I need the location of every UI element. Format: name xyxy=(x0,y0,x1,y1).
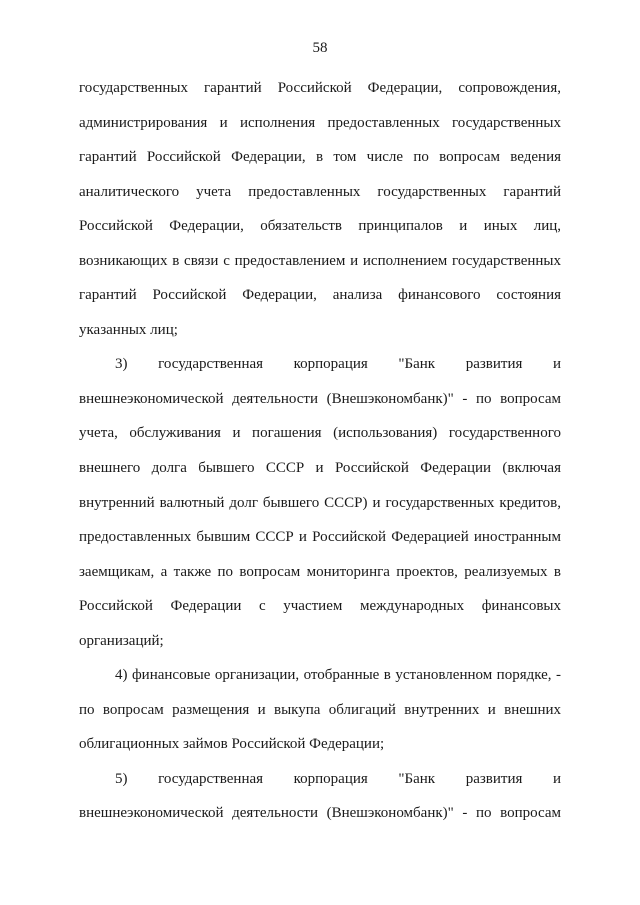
text-line: указанных лиц; xyxy=(79,321,178,338)
text-line: заемщикам, а также по вопросам мониторинга проектов, реализуемых в xyxy=(79,563,561,580)
text-line: по вопросам размещения и выкупа облигаций внутренних и внешних xyxy=(79,701,561,718)
text-line: возникающих в связи с предоставлением и исполнением государственных xyxy=(79,252,561,269)
text-line: аналитического учета предоставленных государственных гарантий xyxy=(79,183,561,200)
text-line: предоставленных бывшим СССР и Российской Федерацией иностранным xyxy=(79,529,561,546)
document-body xyxy=(79,78,561,838)
text-line: 3) государственная корпорация "Банк развития и xyxy=(115,356,561,373)
text-line: гарантий Российской Федерации, в том числе по вопросам ведения xyxy=(79,149,561,166)
text-line: 5) государственная корпорация "Банк развития и xyxy=(115,770,561,787)
text-line: внешнеэкономической деятельности (Внешэкономбанк)" - по вопросам xyxy=(79,805,561,822)
text-line: государственных гарантий Российской Федерации, сопровождения, xyxy=(79,80,561,96)
text-line: облигационных займов Российской Федерации; xyxy=(79,736,385,753)
page-number: 58 xyxy=(312,40,328,56)
text-line: администрирования и исполнения предоставленных государственных xyxy=(79,114,561,131)
text-line: 4) финансовые организации, отобранные в установленном порядке, - xyxy=(115,667,561,684)
text-line: учета, обслуживания и погашения (использования) государственного xyxy=(79,425,561,442)
text-line: Российской Федерации с участием международных финансовых xyxy=(79,598,561,615)
text-line: гарантий Российской Федерации, анализа финансового состояния xyxy=(79,287,561,304)
text-line: внешнего долга бывшего СССР и Российской Федерации (включая xyxy=(79,460,561,477)
text-line: организаций; xyxy=(79,632,164,649)
text-line: внутренний валютный долг бывшего СССР) и государственных кредитов, xyxy=(79,494,561,511)
text-line: внешнеэкономической деятельности (Внешэкономбанк)" - по вопросам xyxy=(79,390,561,407)
text-line: Российской Федерации, обязательств принципалов и иных лиц, xyxy=(79,218,561,235)
